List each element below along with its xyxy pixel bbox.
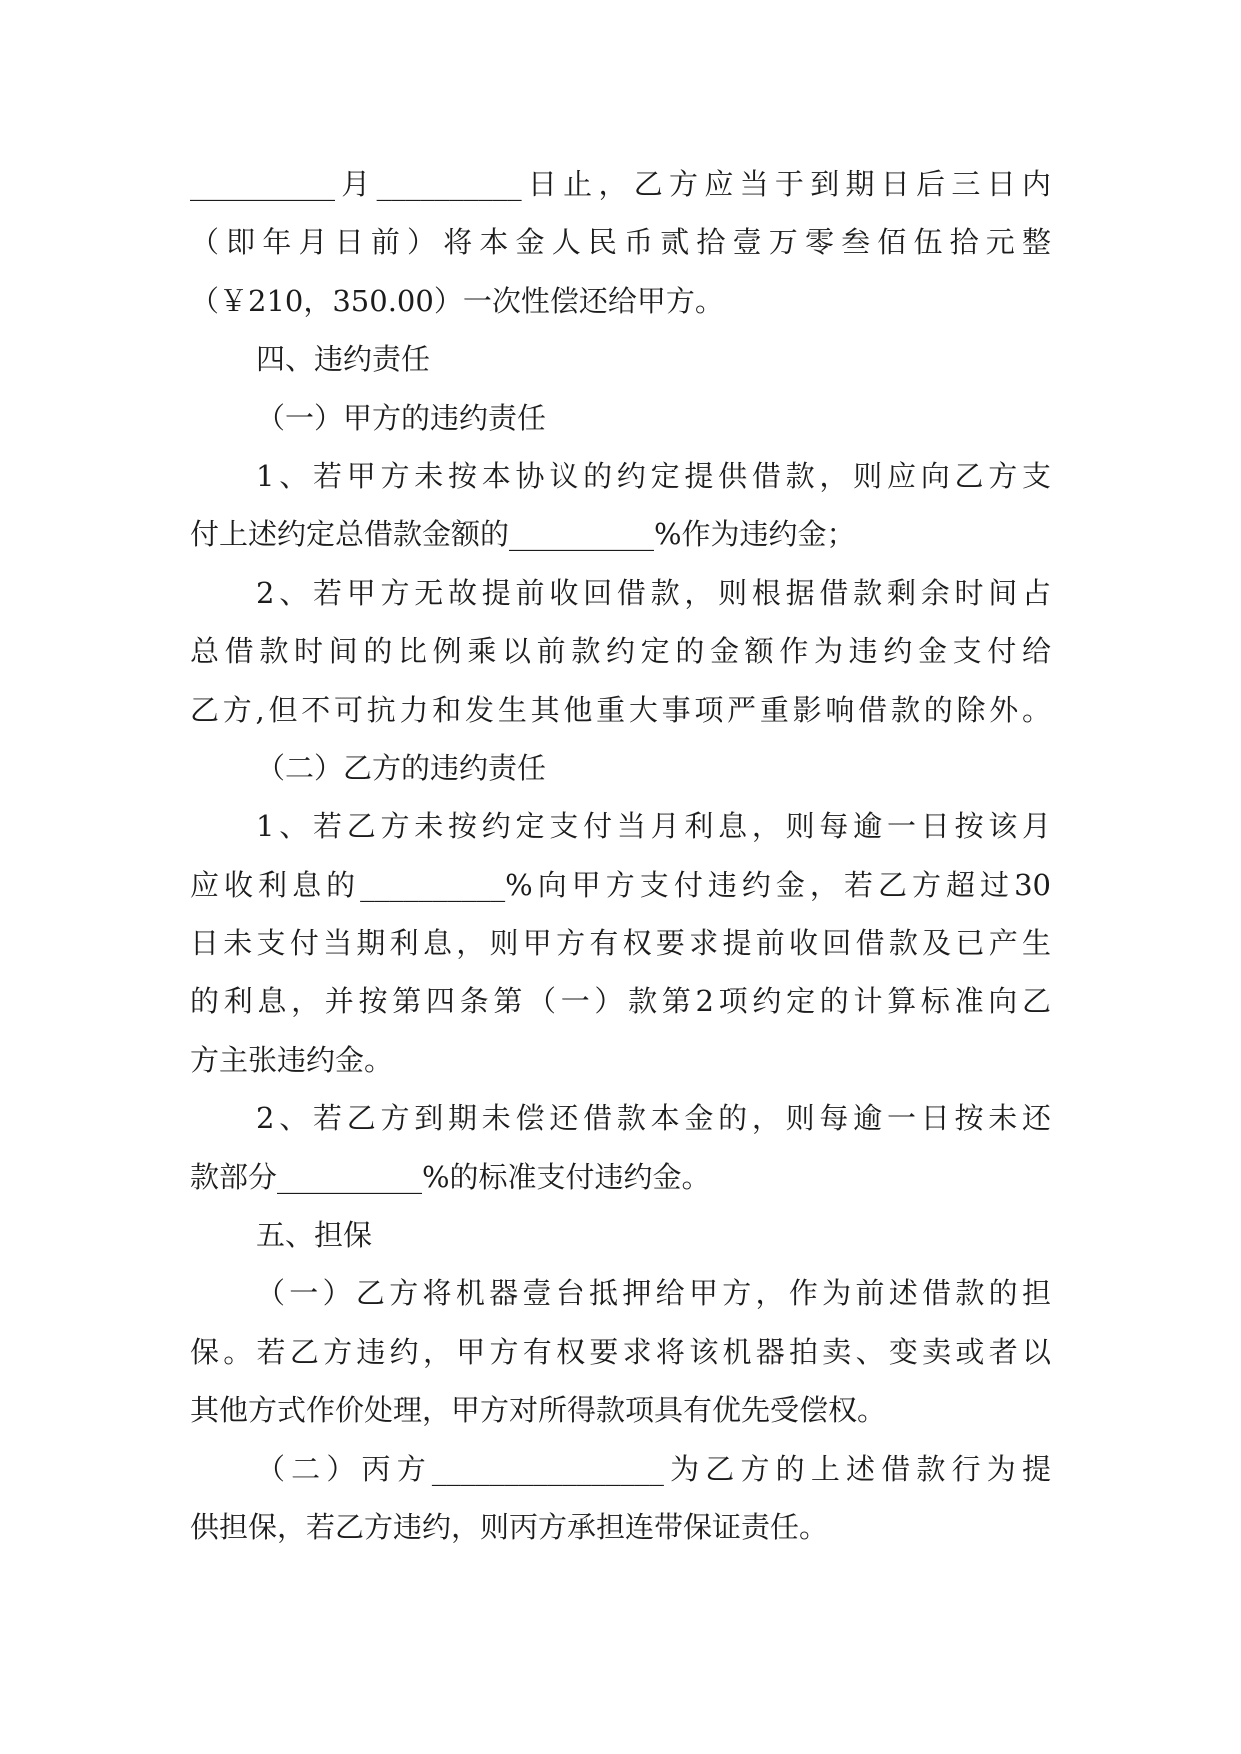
clause-line: 方主张违约金。 <box>190 1042 394 1077</box>
clause-line: 应收利息的__________%向甲方支付违约金，若乙方超过30 <box>190 867 1051 902</box>
repayment-clause-line: （即年月日前）将本金人民币贰拾壹万零叁佰伍拾元整 <box>190 225 1051 260</box>
clause-line: 1、若乙方未按约定支付当月利息，则每逾一日按该月 <box>256 809 1051 844</box>
subsection-heading-party-a-liability: （一）甲方的违约责任 <box>256 400 547 435</box>
clause-line: 的利息，并按第四条第（一）款第2项约定的计算标准向乙 <box>190 984 1051 1019</box>
clause-line: 日未支付当期利息，则甲方有权要求提前收回借款及已产生 <box>190 926 1051 961</box>
clause-line: 付上述约定总借款金额的__________%作为违约金； <box>190 517 856 552</box>
clause-line: （二）丙方________________为乙方的上述借款行为提 <box>256 1451 1051 1486</box>
clause-line: 总借款时间的比例乘以前款约定的金额作为违约金支付给 <box>190 634 1051 669</box>
subsection-heading-party-b-liability: （二）乙方的违约责任 <box>256 750 547 785</box>
clause-line: 款部分__________%的标准支付违约金。 <box>190 1159 711 1194</box>
repayment-clause-line: （￥210，350.00）一次性偿还给甲方。 <box>190 283 724 318</box>
clause-line: 其他方式作价处理，甲方对所得款项具有优先受偿权。 <box>190 1393 887 1428</box>
section-heading-breach-liability: 四、违约责任 <box>256 342 431 377</box>
clause-line: （一）乙方将机器壹台抵押给甲方，作为前述借款的担 <box>256 1276 1051 1311</box>
clause-line: 保。若乙方违约，甲方有权要求将该机器拍卖、变卖或者以 <box>190 1334 1051 1369</box>
clause-line: 供担保，若乙方违约，则丙方承担连带保证责任。 <box>190 1509 829 1544</box>
clause-line: 乙方,但不可抗力和发生其他重大事项严重影响借款的除外。 <box>190 692 1051 727</box>
document-body <box>190 155 1051 1556</box>
clause-line: 1、若甲方未按本协议的约定提供借款，则应向乙方支 <box>256 458 1051 493</box>
clause-line: 2、若甲方无故提前收回借款，则根据借款剩余时间占 <box>256 575 1051 610</box>
section-heading-guarantee: 五、担保 <box>256 1218 373 1253</box>
clause-line: 2、若乙方到期未偿还借款本金的，则每逾一日按未还 <box>256 1101 1051 1136</box>
repayment-clause-line: __________月__________日止，乙方应当于到期日后三日内 <box>190 167 1051 201</box>
